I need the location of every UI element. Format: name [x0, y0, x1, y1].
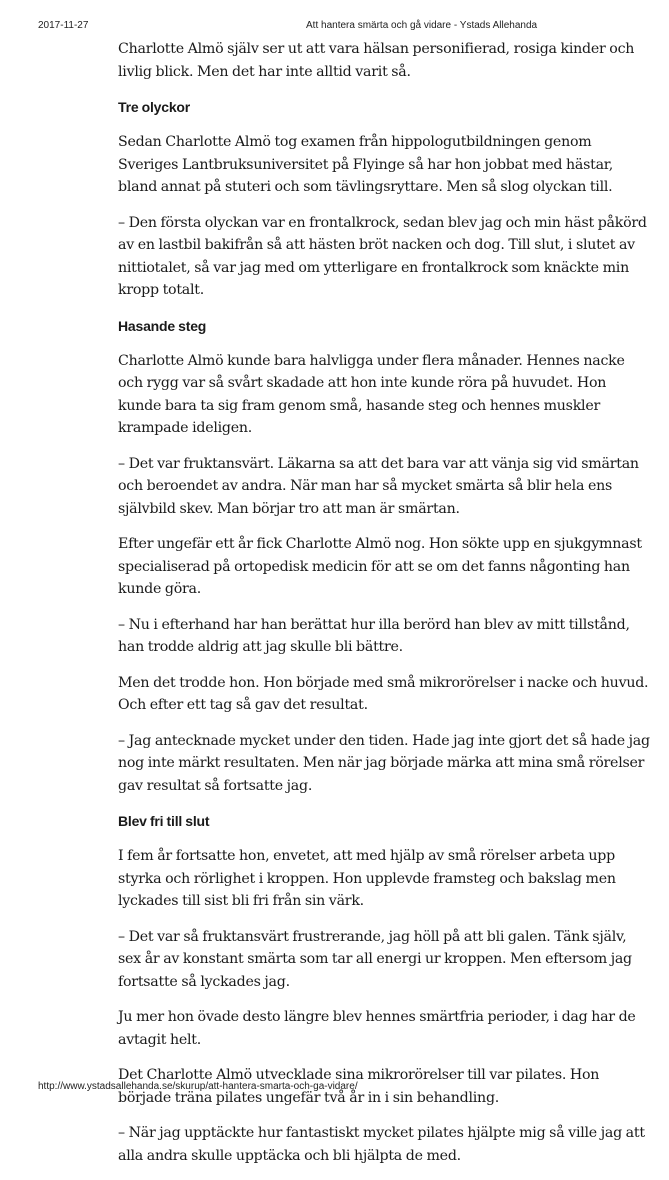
section-heading: Blev fri till slut	[118, 813, 210, 829]
quote-paragraph: – Nu i efterhand har han berättat hur illa berörd han blev av mitt tillstånd, han trodde aldrig att jag skulle bli bättre.	[118, 616, 630, 655]
print-date: 2017-11-27	[38, 20, 89, 31]
paragraph: Charlotte Almö kunde bara halvligga under flera månader. Hennes nacke och rygg var så svårt skadade att hon inte kunde röra på huvudet. Hon kunde bara ta sig fram genom små, hasande steg och hennes muskler krampade ideligen.	[118, 352, 625, 436]
paragraph: Det Charlotte Almö utvecklade sina mikrorörelser till var pilates. Hon började träna pilates ungefär två år in i sin behandling.	[118, 1067, 600, 1106]
paragraph: Sedan Charlotte Almö tog examen från hippologutbildningen genom Sveriges Lantbruksuniversitet på Flyinge så har hon jobbat med hästar, bland annat på stuteri och som tävlingsryttare. Men så slog olyckan till.	[118, 134, 614, 195]
paragraph: Men det trodde hon. Hon började med små mikrorörelser i nacke och huvud. Och efter ett tag så gav det resultat.	[118, 674, 649, 713]
page-title: Att hantera smärta och gå vidare - Ystads Allehanda	[306, 20, 538, 31]
quote-paragraph: – Det var så fruktansvärt frustrerande, jag höll på att bli galen. Tänk själv, sex år av konstant smärta som tar all energi ur kroppen. Men eftersom jag fortsatte så lyckades jag.	[118, 928, 632, 990]
paragraph: Efter ungefär ett år fick Charlotte Almö nog. Hon sökte upp en sjukgymnast specialiserad på ortopedisk medicin för att se om det fanns någonting han kunde göra.	[118, 536, 642, 597]
quote-paragraph: – Det var fruktansvärt. Läkarna sa att det bara var att vänja sig vid smärtan och beroendet av andra. När man har så mycket smärta så blir hela ens självbild skev. Man börjar tro att man är smärtan.	[118, 455, 639, 517]
article-body	[118, 38, 650, 1180]
quote-paragraph: – När jag upptäckte hur fantastiskt mycket pilates hjälpte mig så ville jag att alla andra skulle upptäcka och bli hjälpta de med.	[118, 1125, 645, 1164]
section-heading: Tre olyckor	[118, 99, 191, 115]
quote-paragraph: – Den första olyckan var en frontalkrock, sedan blev jag och min häst påkörd av en lastbil bakifrån så att hästen bröt nacken och dog. Till slut, i slutet av nittiotalet, så var jag med om ytterligare en frontalkrock som knäckte min kropp totalt.	[118, 214, 647, 298]
print-footer-url: http://www.ystadsallehanda.se/skurup/att-hantera-smarta-och-ga-vidare/	[38, 1081, 358, 1092]
paragraph: I fem år fortsatte hon, envetet, att med hjälp av små rörelser arbeta upp styrka och rörlighet i kroppen. Hon upplevde framsteg och bakslag men lyckades till sist bli fri från sin värk.	[118, 848, 616, 909]
print-header	[38, 20, 631, 34]
quote-paragraph: – Jag antecknade mycket under den tiden. Hade jag inte gjort det så hade jag nog inte märkt resultaten. Men när jag började märka att mina små rörelser gav resultat så fortsatte jag.	[118, 732, 650, 794]
section-heading: Hasande steg	[118, 317, 207, 334]
paragraph: Charlotte Almö själv ser ut att vara hälsan personifierad, rosiga kinder och livlig blick. Men det har inte alltid varit så.	[118, 41, 635, 80]
paragraph: Ju mer hon övade desto längre blev hennes smärtfria perioder, i dag har de avtagit helt.	[118, 1009, 636, 1048]
